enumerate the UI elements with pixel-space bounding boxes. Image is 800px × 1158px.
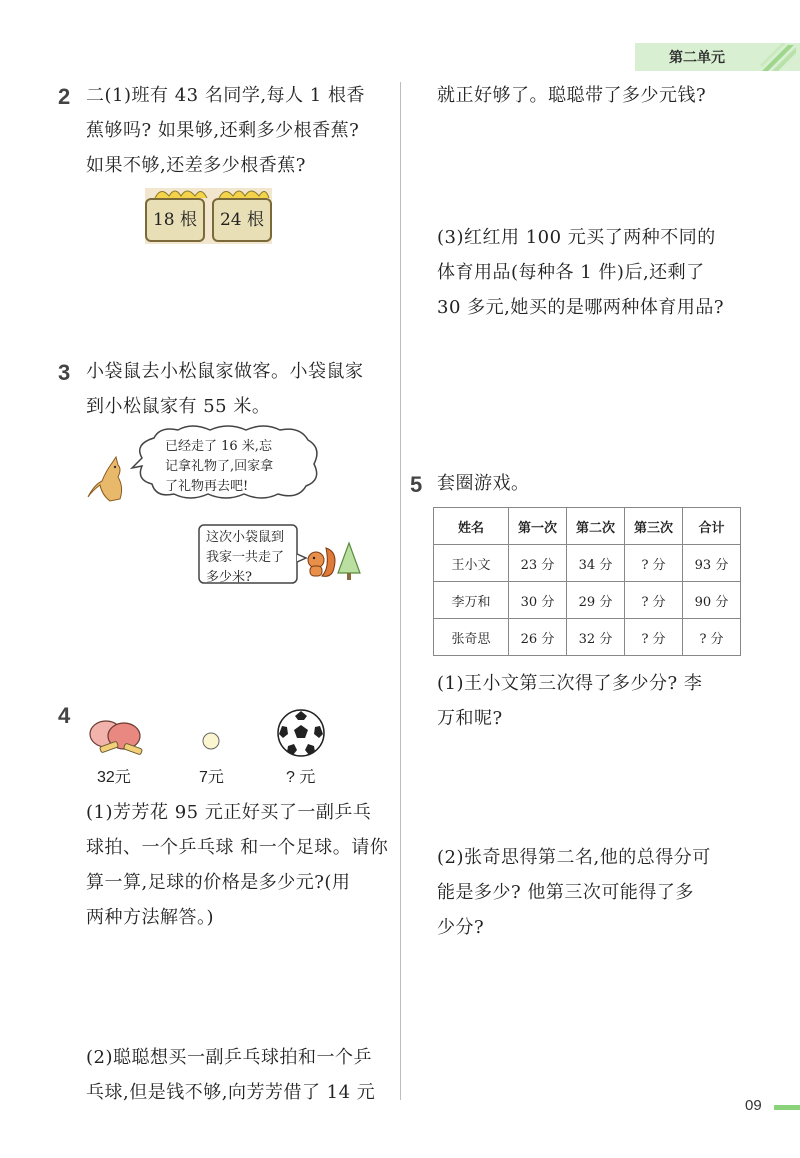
table-row xyxy=(434,582,741,619)
table-cell: 34 分 xyxy=(567,545,625,582)
text-line: 到小松鼠家有 55 米。 xyxy=(86,396,271,417)
table-cell: 王小文 xyxy=(434,545,509,582)
text-line: (1)芳芳花 95 元正好买了一副乒乓 xyxy=(86,802,372,823)
ball-price: 7元 xyxy=(199,769,224,786)
question-5-part-1 xyxy=(437,666,702,736)
column-divider xyxy=(400,82,401,1100)
question-4-part-1 xyxy=(86,795,388,935)
ping-pong-ball-icon xyxy=(201,731,221,751)
text-line: 30 多元,她买的是哪两种体育用品? xyxy=(437,297,724,318)
text-line: 如果不够,还差多少根香蕉? xyxy=(86,155,306,176)
table-cell: ? 分 xyxy=(625,582,683,619)
question-5-title: 套圈游戏。 xyxy=(437,473,530,494)
table-cell: 90 分 xyxy=(683,582,741,619)
speech-line: 记拿礼物了,回家拿 xyxy=(165,459,274,474)
text-line: 两种方法解答。) xyxy=(86,907,215,928)
table-cell: 26 分 xyxy=(509,619,567,656)
speech-line: 我家一共走了 xyxy=(206,550,285,565)
table-cell: 93 分 xyxy=(683,545,741,582)
text-line: (2)聪聪想买一副乒乓球拍和一个乒 xyxy=(86,1047,372,1068)
tree-icon xyxy=(336,541,362,581)
ping-pong-paddles-icon xyxy=(86,718,146,756)
basket-label: 18 根 xyxy=(145,198,205,242)
question-4-part-2-continued: 就正好够了。聪聪带了多少元钱? xyxy=(437,85,707,106)
speech-line: 已经走了 16 米,忘 xyxy=(165,439,272,454)
unit-title: 第二单元 xyxy=(669,50,725,66)
text-line: 万和呢? xyxy=(437,708,503,729)
banana-baskets xyxy=(145,188,272,244)
speech-line: 多少米? xyxy=(206,570,252,585)
text-line: 小袋鼠去小松鼠家做客。小袋鼠家 xyxy=(86,361,364,382)
kangaroo-icon xyxy=(82,455,132,505)
soccer-ball-icon xyxy=(276,708,326,758)
table-row xyxy=(434,619,741,656)
question-3-text xyxy=(86,354,364,424)
text-line: 蕉够吗? 如果够,还剩多少根香蕉? xyxy=(86,120,360,141)
squirrel-icon xyxy=(304,544,338,580)
question-3-number: 3 xyxy=(58,360,71,385)
text-line: 能是多少? 他第三次可能得了多 xyxy=(437,882,694,903)
text-line: (3)红红用 100 元买了两种不同的 xyxy=(437,227,716,248)
text-line: 少分? xyxy=(437,917,485,938)
text-line: (2)张奇思得第二名,他的总得分可 xyxy=(437,847,711,868)
question-5-number: 5 xyxy=(410,472,423,497)
basket-label: 24 根 xyxy=(212,198,272,242)
score-table xyxy=(433,507,741,656)
table-cell: 张奇思 xyxy=(434,619,509,656)
corner-stripes-icon xyxy=(758,35,798,75)
kangaroo-speech xyxy=(165,437,273,497)
table-cell: ? 分 xyxy=(625,619,683,656)
question-4-number: 4 xyxy=(58,703,71,728)
question-4-part-3 xyxy=(437,220,724,325)
text-line: 乓球,但是钱不够,向芳芳借了 14 元 xyxy=(86,1082,376,1103)
question-4-part-2 xyxy=(86,1040,375,1110)
header-cell: 姓名 xyxy=(434,508,509,545)
table-cell: ? 分 xyxy=(683,619,741,656)
header-cell: 第一次 xyxy=(509,508,567,545)
header-cell: 第二次 xyxy=(567,508,625,545)
unit-header xyxy=(635,43,800,71)
header-cell: 合计 xyxy=(683,508,741,545)
text-line: 体育用品(每种各 1 件)后,还剩了 xyxy=(437,262,705,283)
text-line: 算一算,足球的价格是多少元?(用 xyxy=(86,872,351,893)
question-2-text xyxy=(86,78,365,183)
table-cell: 李万和 xyxy=(434,582,509,619)
squirrel-speech xyxy=(206,528,284,588)
table-cell: 29 分 xyxy=(567,582,625,619)
paddle-price: 32元 xyxy=(97,769,131,786)
text-line: (1)王小文第三次得了多少分? 李 xyxy=(437,673,703,694)
question-5-part-2 xyxy=(437,840,711,945)
table-cell: 30 分 xyxy=(509,582,567,619)
table-cell: 23 分 xyxy=(509,545,567,582)
header-cell: 第三次 xyxy=(625,508,683,545)
question-2-number: 2 xyxy=(58,84,71,109)
soccer-price: ? 元 xyxy=(286,769,316,786)
table-cell: 32 分 xyxy=(567,619,625,656)
text-line: 二(1)班有 43 名同学,每人 1 根香 xyxy=(86,85,365,106)
table-header-row xyxy=(434,508,741,545)
page-number-bar xyxy=(774,1105,800,1110)
table-cell: ? 分 xyxy=(625,545,683,582)
speech-line: 了礼物再去吧! xyxy=(165,479,249,494)
text-line: 球拍、一个乒乓球 和一个足球。请你 xyxy=(86,837,389,858)
speech-line: 这次小袋鼠到 xyxy=(206,530,285,545)
table-row xyxy=(434,545,741,582)
page-number: 09 xyxy=(745,1097,762,1114)
